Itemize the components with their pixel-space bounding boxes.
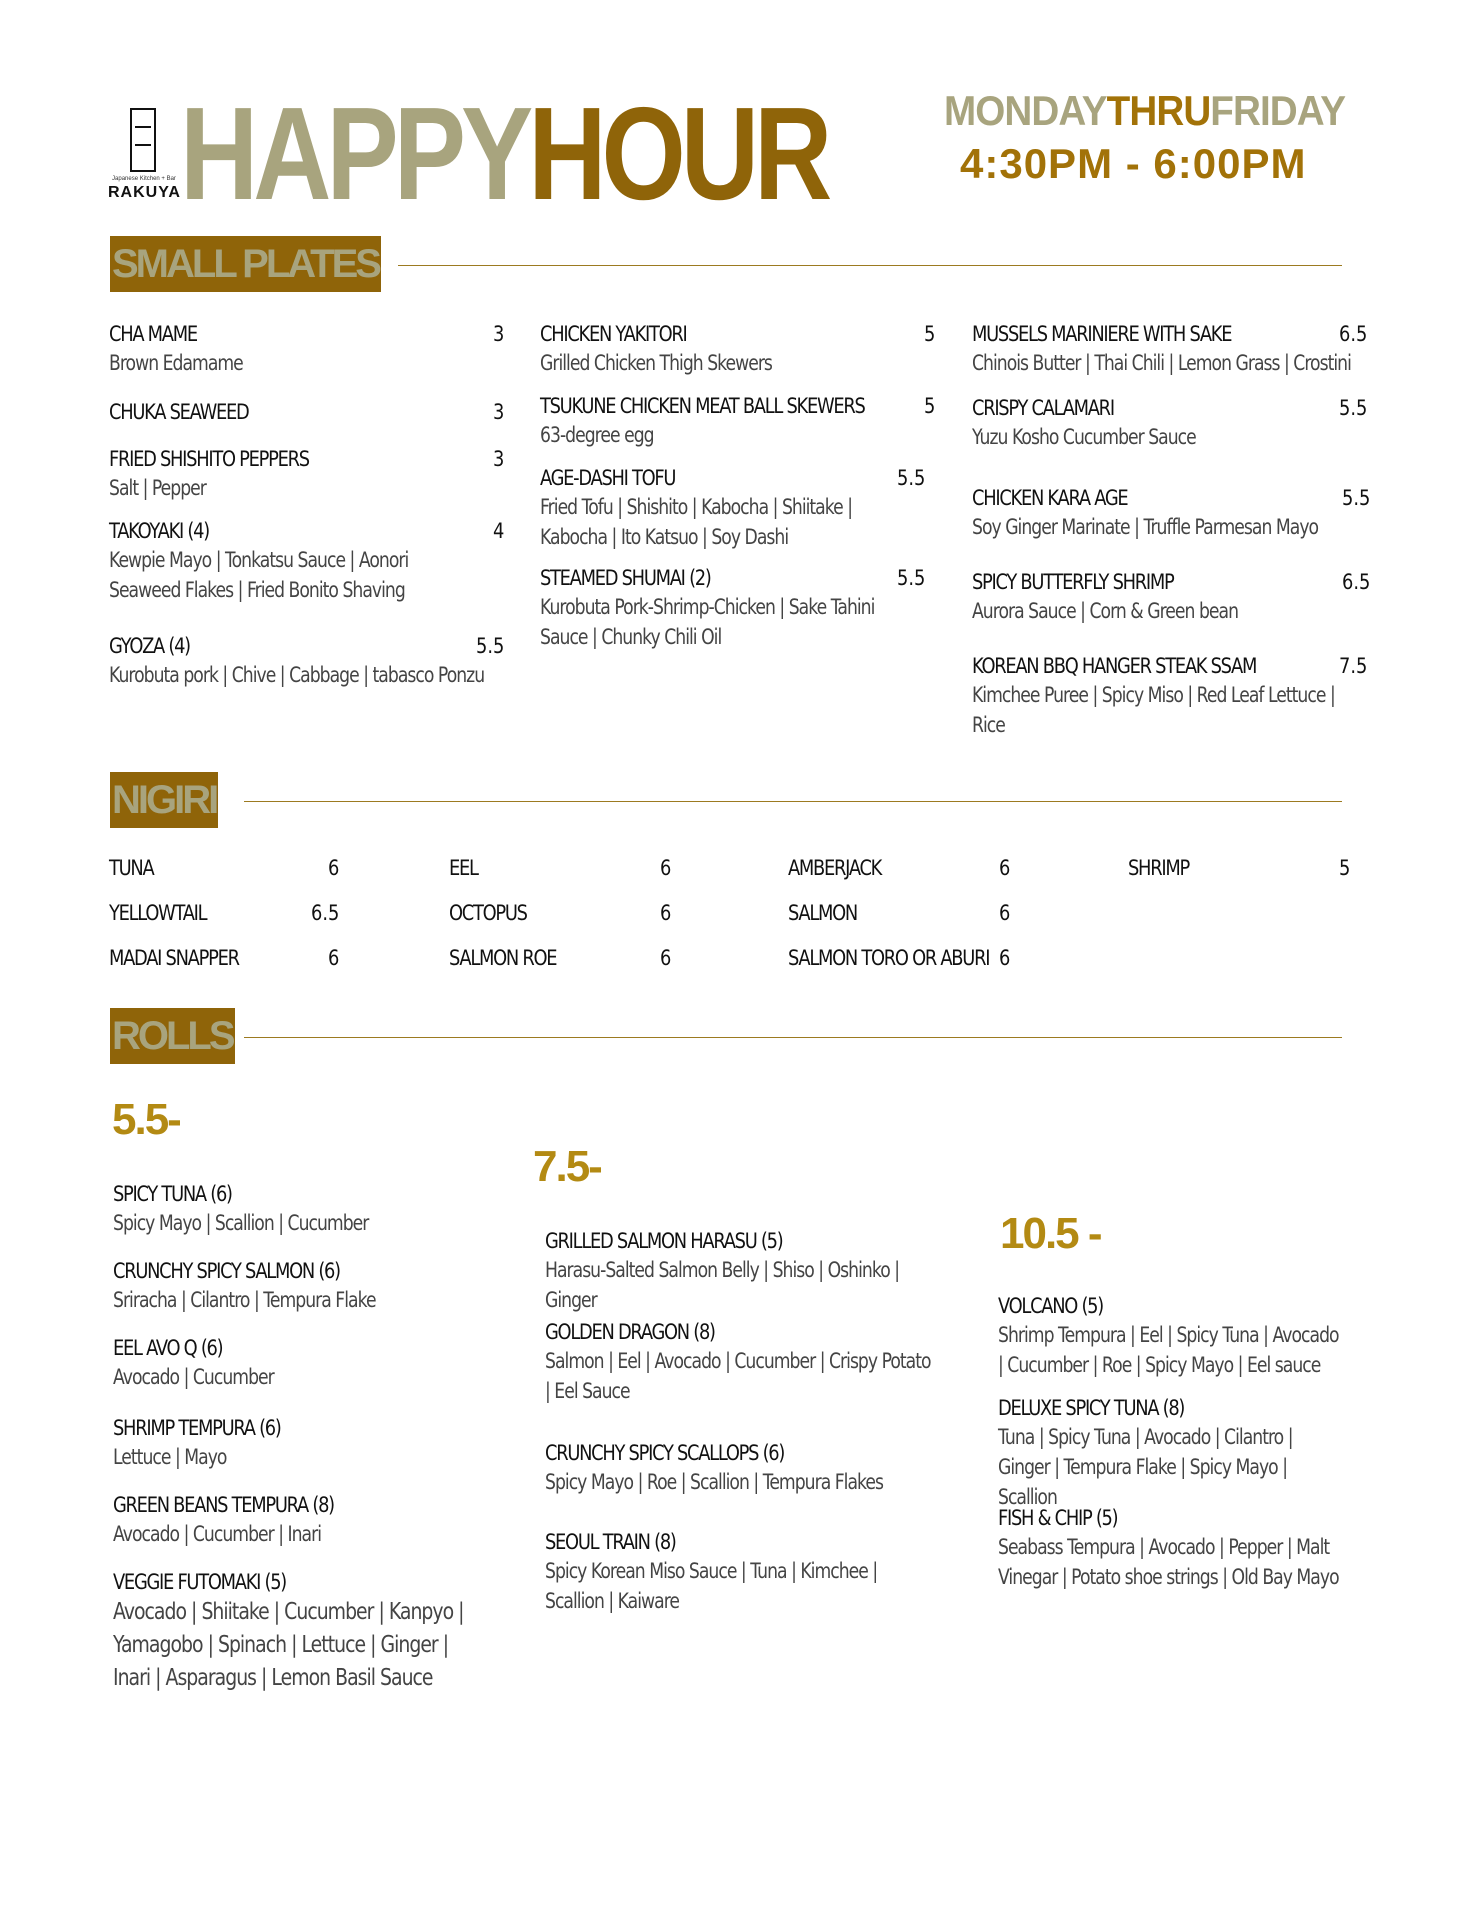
item-desc: Chinois Butter | Thai Chili | Lemon Grass | Crostini [972, 351, 1351, 375]
item-price: 5 [923, 394, 935, 418]
item-price: 4 [492, 519, 504, 543]
small-plate-item [540, 320, 935, 378]
section-small-plates: SMALL PLATES [110, 236, 381, 292]
rakuya-logo [108, 108, 181, 201]
item-price: 5.5 [896, 566, 925, 590]
item-name: CHICKEN YAKITORI [540, 322, 687, 346]
item-name: CRISPY CALAMARI [972, 396, 1114, 420]
nigiri-item [1128, 854, 1350, 882]
item-name: CHICKEN KARA AGE [972, 486, 1128, 510]
item-name: TAKOYAKI (4) [109, 519, 209, 543]
section-rule [244, 1037, 1342, 1038]
days-monday: MONDAY [944, 87, 1107, 134]
item-name: FRIED SHISHITO PEPPERS [109, 447, 309, 471]
times-line: 4:30PM - 6:00PM [960, 140, 1307, 187]
item-desc: Kurobuta Pork-Shrimp-Chicken | Sake Tahini Sauce | Chunky Chili Oil [540, 595, 875, 649]
item-name: SALMON ROE [449, 946, 557, 970]
small-plate-item [109, 445, 504, 503]
item-desc: Brown Edamame [109, 351, 243, 375]
item-name: VEGGIE FUTOMAKI (5) [113, 1570, 286, 1594]
item-name: TSUKUNE CHICKEN MEAT BALL SKEWERS [540, 394, 865, 418]
nigiri-item [449, 944, 671, 972]
roll-tier-price: 5.5- [112, 1095, 180, 1144]
item-desc: Avocado | Shiitake | Cucumber | Kanpyo | Yamagobo | Spinach | Lettuce | Ginger | Inari | Asparagus | Lemon Basil Sauce [113, 1599, 464, 1691]
roll-item [113, 1334, 533, 1392]
item-desc: Kurobuta pork | Chive | Cabbage | tabasco Ponzu [109, 663, 485, 687]
page-title [180, 80, 828, 227]
item-desc: Salt | Pepper [109, 476, 206, 500]
item-name: SALMON [788, 901, 857, 925]
item-price: 5 [1338, 856, 1350, 880]
roll-item [998, 1292, 1418, 1380]
item-price: 5 [923, 322, 935, 346]
item-desc: Fried Tofu | Shishito | Kabocha | Shiitake | Kabocha | Ito Katsuo | Soy Dashi [540, 495, 853, 549]
item-desc: Kewpie Mayo | Tonkatsu Sauce | Aonori Seaweed Flakes | Fried Bonito Shaving [109, 548, 409, 602]
item-name: MADAI SNAPPER [109, 946, 239, 970]
item-desc: Spicy Mayo | Roe | Scallion | Tempura Flakes [545, 1470, 884, 1494]
item-name: GRILLED SALMON HARASU (5) [545, 1229, 783, 1253]
item-desc: Harasu-Salted Salmon Belly | Shiso | Oshinko | Ginger [545, 1258, 900, 1312]
logo-mark-icon [130, 108, 156, 172]
item-price: 6 [659, 901, 671, 925]
item-name: OCTOPUS [449, 901, 527, 925]
item-name: CRUNCHY SPICY SALMON (6) [113, 1259, 340, 1283]
item-name: CRUNCHY SPICY SCALLOPS (6) [545, 1441, 785, 1465]
item-name: SHRIMP TEMPURA (6) [113, 1416, 281, 1440]
item-name: EEL [449, 856, 478, 880]
item-name: TUNA [109, 856, 154, 880]
nigiri-item [788, 944, 1010, 972]
item-desc: Shrimp Tempura | Eel | Spicy Tuna | Avocado | Cucumber | Roe | Spicy Mayo | Eel sauce [998, 1323, 1339, 1377]
small-plate-item [540, 464, 935, 552]
nigiri-item [109, 944, 339, 972]
item-price: 3 [492, 447, 504, 471]
item-desc: Avocado | Cucumber [113, 1365, 274, 1389]
item-desc: Spicy Korean Miso Sauce | Tuna | Kimchee | Scallion | Kaiware [545, 1559, 878, 1613]
item-name: GYOZA (4) [109, 634, 190, 658]
small-plate-item [109, 320, 504, 378]
item-price: 6.5 [1341, 570, 1370, 594]
roll-item [113, 1414, 533, 1472]
days-line [944, 87, 1346, 134]
section-rolls: ROLLS [110, 1008, 235, 1064]
roll-item [545, 1318, 985, 1406]
title-hour: HOUR [528, 80, 828, 227]
item-price: 5.5 [1341, 486, 1370, 510]
item-desc: Aurora Sauce | Corn & Green bean [972, 599, 1239, 623]
roll-item [545, 1528, 985, 1616]
roll-item [545, 1439, 985, 1497]
item-price: 6 [659, 946, 671, 970]
item-price: 6 [659, 856, 671, 880]
item-name: GREEN BEANS TEMPURA (8) [113, 1493, 334, 1517]
roll-item [113, 1568, 533, 1695]
small-plate-item [972, 394, 1367, 452]
item-name: SPICY TUNA (6) [113, 1182, 232, 1206]
item-price: 6 [998, 856, 1010, 880]
roll-tier-price: 10.5 - [1000, 1209, 1101, 1258]
item-desc: Yuzu Kosho Cucumber Sauce [972, 425, 1196, 449]
small-plate-item [540, 392, 935, 450]
small-plate-item [109, 632, 504, 690]
item-desc: Spicy Mayo | Scallion | Cucumber [113, 1211, 369, 1235]
logo-name: RAKUYA [108, 184, 181, 201]
roll-item [113, 1180, 533, 1238]
item-price: 5.5 [475, 634, 504, 658]
item-name: SEOUL TRAIN (8) [545, 1530, 676, 1554]
item-name: EEL AVO Q (6) [113, 1336, 223, 1360]
nigiri-item [449, 899, 671, 927]
item-name: GOLDEN DRAGON (8) [545, 1320, 715, 1344]
item-desc: Seabass Tempura | Avocado | Pepper | Malt Vinegar | Potato shoe strings | Old Bay Mayo [998, 1535, 1339, 1589]
small-plate-item [972, 320, 1367, 378]
item-name: VOLCANO (5) [998, 1294, 1103, 1318]
nigiri-item [109, 854, 339, 882]
roll-tier-price: 7.5- [533, 1142, 601, 1191]
item-name: MUSSELS MARINIERE WITH SAKE [972, 322, 1232, 346]
item-name: STEAMED SHUMAI (2) [540, 566, 711, 590]
item-name: SHRIMP [1128, 856, 1189, 880]
roll-item [998, 1394, 1418, 1512]
small-plate-item [540, 564, 935, 652]
item-desc: 63-degree egg [540, 423, 654, 447]
item-desc: Avocado | Cucumber | Inari [113, 1522, 322, 1546]
section-nigiri: NIGIRI [110, 772, 218, 828]
nigiri-item [449, 854, 671, 882]
item-desc: Tuna | Spicy Tuna | Avocado | Cilantro | Ginger | Tempura Flake | Spicy Mayo | Scallion [998, 1425, 1293, 1509]
item-name: CHUKA SEAWEED [109, 400, 249, 424]
days-friday: FRIDAY [1210, 87, 1346, 134]
item-name: SALMON TORO OR ABURI [788, 946, 990, 970]
nigiri-item [788, 854, 1010, 882]
roll-item [113, 1491, 533, 1549]
item-price: 6 [998, 901, 1010, 925]
item-price: 6 [998, 946, 1010, 970]
item-name: KOREAN BBQ HANGER STEAK SSAM [972, 654, 1257, 678]
roll-item [113, 1257, 533, 1315]
nigiri-item [788, 899, 1010, 927]
item-name: YELLOWTAIL [109, 901, 207, 925]
item-name: SPICY BUTTERFLY SHRIMP [972, 570, 1174, 594]
section-rule [398, 265, 1342, 266]
item-price: 5.5 [1338, 396, 1367, 420]
item-desc: Salmon | Eel | Avocado | Cucumber | Crispy Potato | Eel Sauce [545, 1349, 931, 1403]
item-desc: Sriracha | Cilantro | Tempura Flake [113, 1288, 376, 1312]
item-price: 3 [492, 322, 504, 346]
small-plate-item [109, 517, 504, 605]
item-desc: Soy Ginger Marinate | Truffle Parmesan Mayo [972, 515, 1319, 539]
small-plate-item [972, 484, 1370, 542]
item-price: 6 [327, 856, 339, 880]
item-desc: Kimchee Puree | Spicy Miso | Red Leaf Lettuce | Rice [972, 683, 1335, 737]
item-desc: Grilled Chicken Thigh Skewers [540, 351, 772, 375]
roll-item [998, 1504, 1418, 1592]
item-price: 5.5 [896, 466, 925, 490]
item-name: CHA MAME [109, 322, 197, 346]
item-price: 6.5 [310, 901, 339, 925]
title-happy: HAPPY [180, 80, 529, 227]
item-name: AMBERJACK [788, 856, 882, 880]
item-price: 7.5 [1338, 654, 1367, 678]
roll-item [545, 1227, 985, 1315]
section-rule [244, 801, 1342, 802]
item-desc: Lettuce | Mayo [113, 1445, 227, 1469]
small-plate-item [972, 568, 1370, 626]
days-thru: THRU [1106, 87, 1211, 134]
item-price: 6.5 [1338, 322, 1367, 346]
item-name: AGE-DASHI TOFU [540, 466, 676, 490]
small-plate-item [972, 652, 1367, 740]
nigiri-item [109, 899, 339, 927]
item-price: 6 [327, 946, 339, 970]
item-name: FISH & CHIP (5) [998, 1506, 1118, 1530]
item-name: DELUXE SPICY TUNA (8) [998, 1396, 1185, 1420]
item-price: 3 [492, 400, 504, 424]
small-plate-item [109, 398, 504, 426]
logo-tagline: Japanese Kitchen + Bar [112, 176, 176, 182]
